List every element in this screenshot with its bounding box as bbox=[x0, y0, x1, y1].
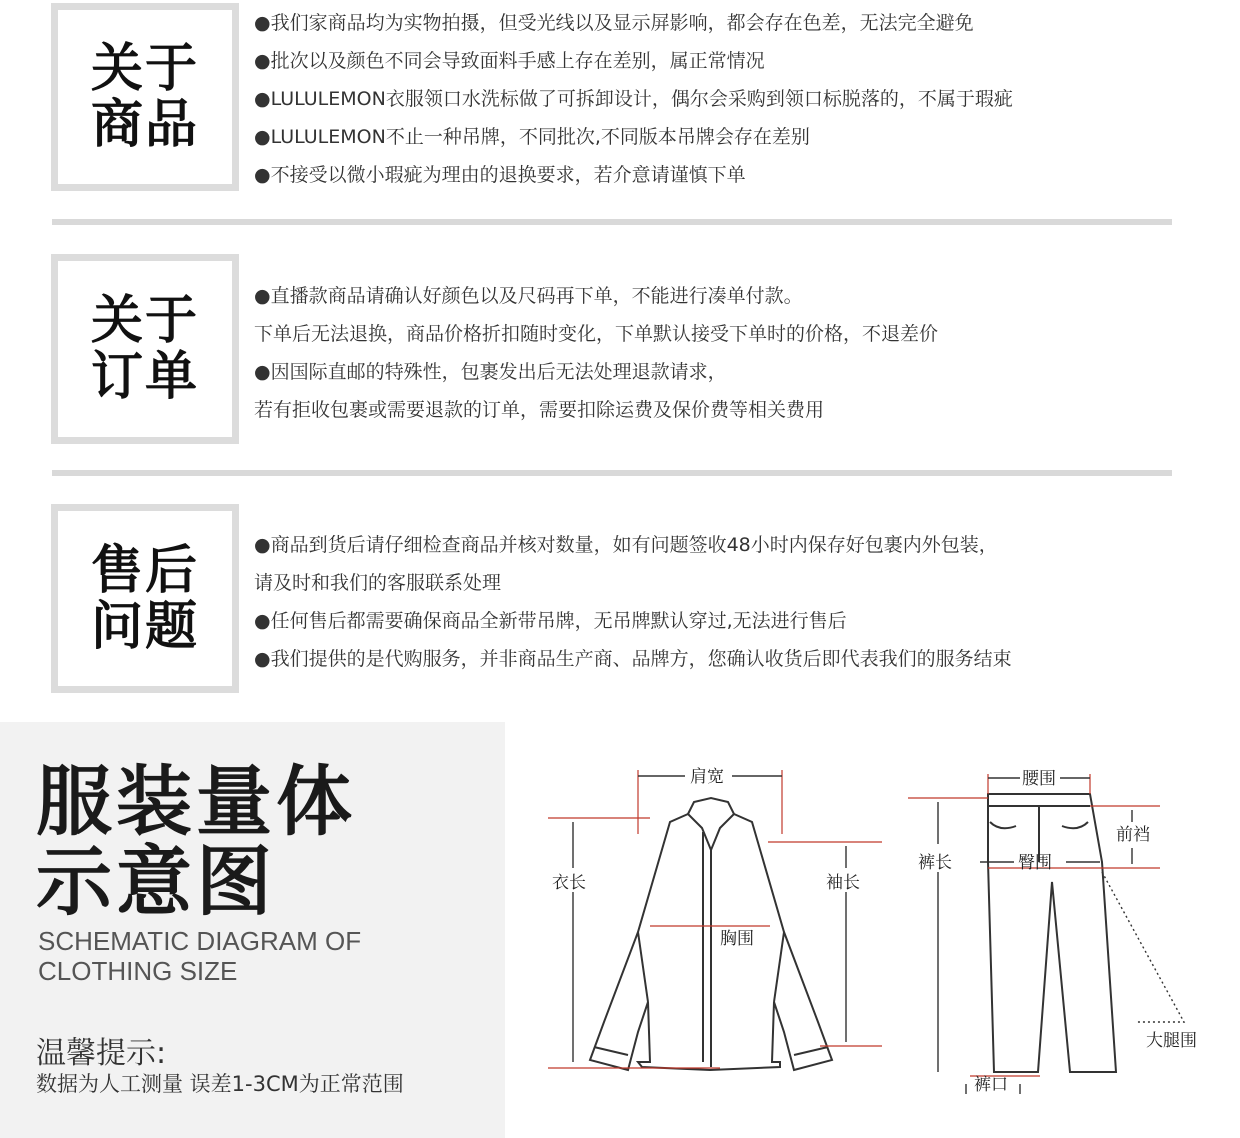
note-line: ●因国际直邮的特殊性，包裹发出后无法处理退款请求， bbox=[254, 361, 727, 383]
note-line: 请及时和我们的客服联系处理 bbox=[254, 572, 502, 594]
hem-label: 裤口 bbox=[974, 1075, 1008, 1095]
after-sales-label bbox=[51, 504, 239, 693]
length-label: 衣长 bbox=[552, 873, 586, 893]
chest-label: 胸围 bbox=[720, 929, 754, 949]
note-line: ●LULULEMON不止一种吊牌，不同批次,不同版本吊牌会存在差别 bbox=[254, 126, 810, 148]
sleeve-label: 袖长 bbox=[826, 873, 860, 893]
note-line: ●商品到货后请仔细检查商品并核对数量，如有问题签收48小时内保存好包裹内外包装， bbox=[254, 534, 998, 556]
note-line: ●LULULEMON衣服领口水洗标做了可拆卸设计，偶尔会采购到领口标脱落的，不属于瑕疵 bbox=[254, 88, 1013, 110]
note-line: 下单后无法退换，商品价格折扣随时变化，下单默认接受下单时的价格，不退差价 bbox=[254, 323, 939, 345]
size-chart-subtitle: CLOTHING SIZE bbox=[38, 956, 238, 986]
note-line: 若有拒收包裹或需要退款的订单，需要扣除运费及保价费等相关费用 bbox=[254, 399, 825, 421]
note-line: ●不接受以微小瑕疵为理由的退换要求，若介意请谨慎下单 bbox=[254, 164, 746, 186]
measurement-diagram bbox=[520, 722, 1240, 1138]
waist-label: 腰围 bbox=[1022, 769, 1056, 789]
thigh-label: 大腿围 bbox=[1146, 1031, 1197, 1051]
section-title-line: 订单 bbox=[90, 347, 199, 407]
section-title-line: 问题 bbox=[90, 596, 199, 657]
thigh-dotted-line bbox=[1102, 872, 1184, 1022]
shirt-illustration bbox=[590, 798, 832, 1070]
shoulder-label: 肩宽 bbox=[690, 767, 724, 787]
size-chart-subtitle: SCHEMATIC DIAGRAM OF bbox=[38, 926, 362, 956]
divider bbox=[52, 219, 1172, 225]
note-line: ●批次以及颜色不同会导致面料手感上存在差别，属正常情况 bbox=[254, 50, 765, 72]
size-chart-title: 示意图 bbox=[36, 837, 276, 926]
pants-length-label: 裤长 bbox=[918, 853, 952, 873]
hip-label: 臀围 bbox=[1018, 853, 1052, 873]
pants-illustration bbox=[988, 794, 1116, 1072]
section-title-line: 售后 bbox=[90, 540, 199, 601]
front-rise-label: 前裆 bbox=[1116, 825, 1150, 845]
tip-body: 数据为人工测量 误差1-3CM为正常范围 bbox=[36, 1072, 404, 1096]
about-product-label bbox=[51, 3, 239, 191]
note-line: ●我们家商品均为实物拍摄，但受光线以及显示屏影响，都会存在色差，无法完全避免 bbox=[254, 12, 974, 34]
note-line: ●直播款商品请确认好颜色以及尺码再下单，不能进行凑单付款。 bbox=[254, 285, 803, 307]
tip-title: 温馨提示: bbox=[36, 1036, 167, 1071]
note-line: ●任何售后都需要确保商品全新带吊牌，无吊牌默认穿过,无法进行售后 bbox=[254, 610, 847, 632]
section-title-line: 关于 bbox=[90, 291, 199, 351]
section-title-line: 关于 bbox=[90, 39, 199, 99]
about-order-label bbox=[51, 254, 239, 444]
size-chart-title: 服装量体 bbox=[36, 757, 356, 846]
divider bbox=[52, 470, 1172, 476]
note-line: ●我们提供的是代购服务，并非商品生产商、品牌方，您确认收货后即代表我们的服务结束 bbox=[254, 648, 1012, 670]
section-title-line: 商品 bbox=[90, 95, 199, 155]
